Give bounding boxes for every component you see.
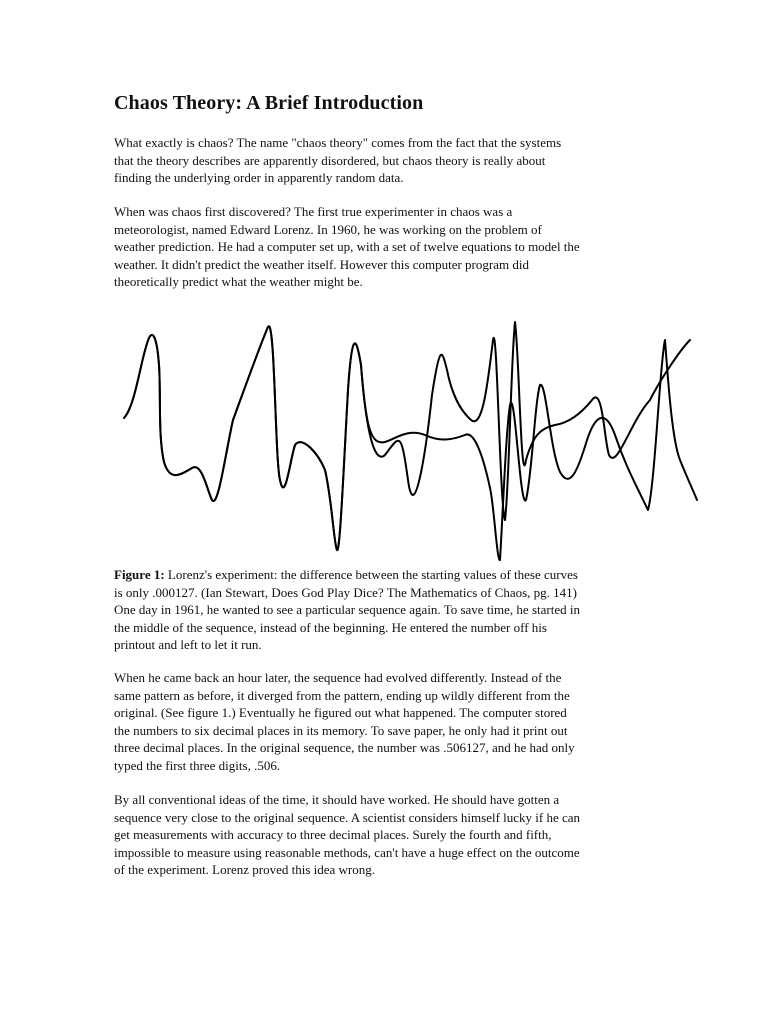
- text-line: is only .000127. (Ian Stewart, Does God Play Dice? The Mathematics of Chaos, pg. 141): [114, 584, 577, 600]
- lorenz-curve-restarted: [124, 326, 697, 560]
- text-line: finding the underlying order in apparently random data.: [114, 170, 404, 186]
- text-line: printout and left to let it run.: [114, 637, 262, 653]
- text-line: What exactly is chaos? The name "chaos theory" comes from the fact that the systems: [114, 135, 562, 150]
- text-line: One day in 1961, he wanted to see a particular sequence again. To save time, he started in: [114, 602, 580, 618]
- text-line: typed the first three digits, .506.: [114, 757, 281, 773]
- text-line: of the experiment. Lorenz proved this idea wrong.: [114, 862, 375, 878]
- paragraph-figure-caption: [114, 566, 674, 654]
- text-line: impossible to measure using reasonable methods, can't have a huge effect on the outcome: [114, 844, 580, 860]
- text-line: weather prediction. He had a computer set up, with a set of twelve equations to model the: [114, 239, 580, 255]
- text-line: three decimal places. In the original sequence, the number was .506127, and he had only: [114, 740, 575, 756]
- paragraph-intro: [114, 134, 674, 187]
- text-line: get measurements with accuracy to three decimal places. Surely the fourth and fifth,: [114, 827, 552, 843]
- text-line: meteorologist, named Edward Lorenz. In 1960, he was working on the problem of: [114, 221, 542, 237]
- figure-lorenz-curves: [0, 310, 768, 565]
- paragraph-discovery: [114, 203, 674, 291]
- text-line: weather. It didn't predict the weather itself. However this computer program did: [114, 256, 529, 272]
- lorenz-curve-original: [124, 322, 690, 550]
- text-line: theoretically predict what the weather might be.: [114, 274, 363, 290]
- text-line: the middle of the sequence, instead of the beginning. He entered the number off his: [114, 619, 547, 635]
- text-line: same pattern as before, it diverged from the pattern, ending up wildly different from the: [114, 687, 570, 703]
- page-title: Chaos Theory: A Brief Introduction: [114, 92, 424, 114]
- text-line: [114, 566, 674, 584]
- figure-label: Figure 1:: [114, 567, 165, 582]
- text-line: By all conventional ideas of the time, it should have worked. He should have gotten a: [114, 792, 560, 807]
- text-line: sequence very close to the original sequence. A scientist considers himself lucky if he can: [114, 809, 581, 825]
- text-line: that the theory describes are apparently disordered, but chaos theory is really about: [114, 152, 546, 168]
- paragraph-conclusion: [114, 791, 674, 879]
- paragraph-divergence: [114, 669, 674, 775]
- text-line: When was chaos first discovered? The first true experimenter in chaos was a: [114, 204, 513, 219]
- caption-text: Lorenz's experiment: the difference between the starting values of these curves: [167, 567, 578, 582]
- text-line: the numbers to six decimal places in its memory. To save paper, he only had it print out: [114, 722, 568, 738]
- text-line: original. (See figure 1.) Eventually he figured out what happened. The computer stored: [114, 705, 567, 721]
- text-line: When he came back an hour later, the sequence had evolved differently. Instead of the: [114, 670, 562, 685]
